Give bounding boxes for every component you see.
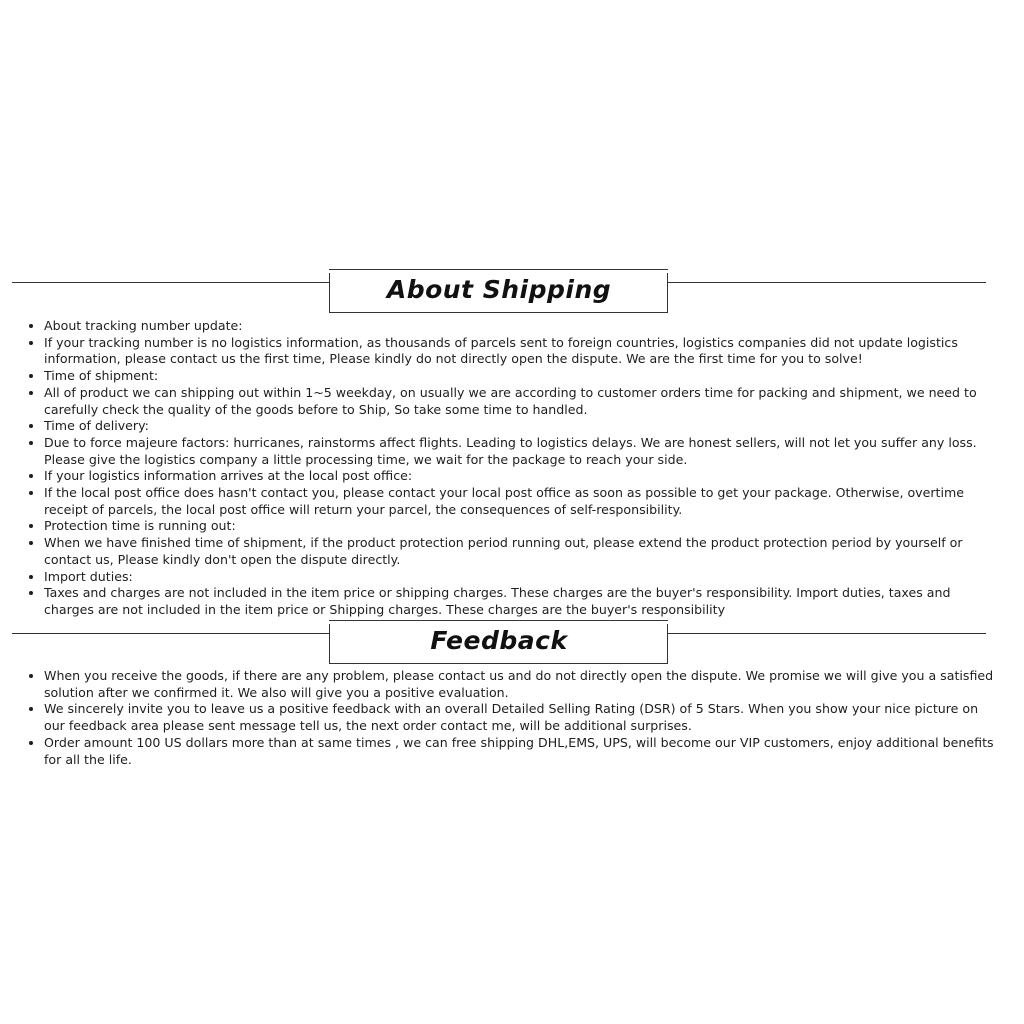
shipping-title: About Shipping (386, 275, 612, 304)
feedback-item: • When you receive the goods, if there are any problem, please contact us and do not directly open the dispute. We promise we will give you a satisfied solution after we confirmed it. We also will give you a positive evaluation. (44, 668, 994, 701)
shipping-item: • Time of delivery: (44, 418, 994, 435)
feedback-item: • Order amount 100 US dollars more than at same times , we can free shipping DHL,EMS, UPS, will become our VIP customers, enjoy additional benefits for all the life. (44, 735, 994, 768)
shipping-item: • If your tracking number is no logistics information, as thousands of parcels sent to foreign countries, logistics companies did not update logistics information, please contact us the first time, Please kindly do not directly open the dispute. We are the first time for you to solve! (44, 335, 994, 368)
shipping-item: • About tracking number update: (44, 318, 994, 335)
shipping-item: • Protection time is running out: (44, 518, 994, 535)
shipping-item: • All of product we can shipping out within 1~5 weekday, on usually we are according to customer orders time for packing and shipment, we need to carefully check the quality of the goods before to Ship, So take some time to handled. (44, 385, 994, 418)
shipping-item: • Due to force majeure factors: hurricanes, rainstorms affect flights. Leading to logistics delays. We are honest sellers, will not let you suffer any loss. Please give the logistics company a little processing time, we wait for the package to reach your side. (44, 435, 994, 468)
shipping-item: • Import duties: (44, 569, 994, 586)
shipping-item: • If the local post office does hasn't contact you, please contact your local post office as soon as possible to get your package. Otherwise, overtime receipt of parcels, the local post office will return your parcel, the consequences of self-responsibility. (44, 485, 994, 518)
shipping-item: • Time of shipment: (44, 368, 994, 385)
shipping-header-box-top (329, 269, 668, 270)
feedback-header-box-top (329, 620, 668, 621)
shipping-section-header (12, 269, 986, 315)
feedback-section-header (12, 620, 986, 666)
shipping-list (20, 318, 994, 619)
shipping-item: • If your logistics information arrives at the local post office: (44, 468, 994, 485)
feedback-title: Feedback (430, 626, 568, 655)
feedback-item: • We sincerely invite you to leave us a positive feedback with an overall Detailed Selling Rating (DSR) of 5 Stars. When you show your nice picture on our feedback area please sent message tell us, the next order contact me, will be additional surprises. (44, 701, 994, 734)
shipping-item: • Taxes and charges are not included in the item price or shipping charges. These charges are the buyer's responsibility. Import duties, taxes and charges are not included in the item price or Shipping charges. These charges are the buyer's responsibility (44, 585, 994, 618)
feedback-list (20, 668, 994, 768)
shipping-item: • When we have finished time of shipment, if the product protection period running out, please extend the product protection period by yourself or contact us, Please kindly don't open the dispute directly. (44, 535, 994, 568)
